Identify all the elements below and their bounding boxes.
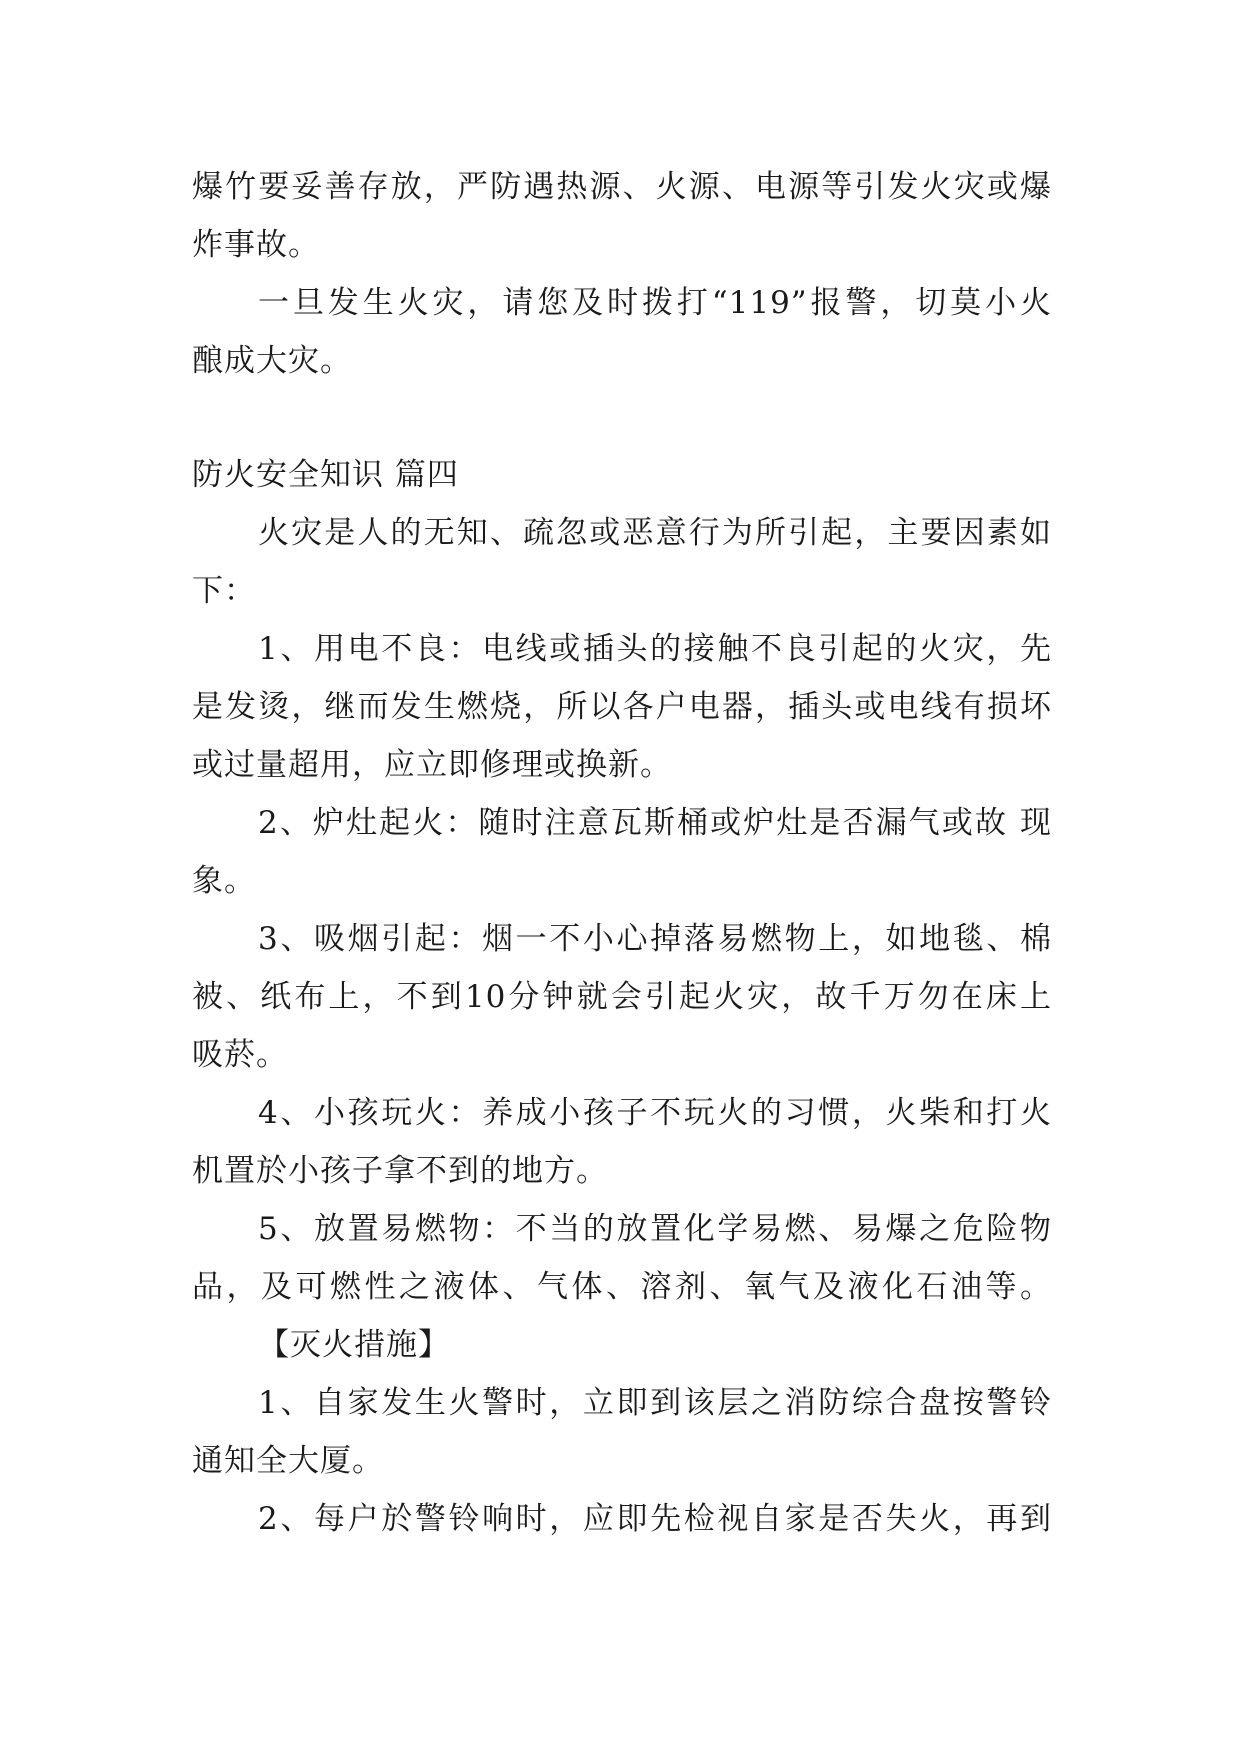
document-page — [192, 158, 1052, 1548]
list-item-line: 3、吸烟引起：烟一不小心掉落易燃物上，如地毯、棉 — [258, 921, 1052, 957]
list-item-line: 2、炉灶起火：随时注意瓦斯桶或炉灶是否漏气或故 现 — [258, 805, 1052, 841]
section-heading: 防火安全知识 篇四 — [192, 457, 459, 493]
subsection-heading: 【灭火措施】 — [258, 1327, 450, 1363]
list-item-line: 4、小孩玩火：养成小孩子不玩火的习惯，火柴和打火 — [258, 1095, 1052, 1131]
list-item-line: 1、自家发生火警时，立即到该层之消防综合盘按警铃 — [258, 1385, 1052, 1421]
paragraph-line: 火灾是人的无知、疏忽或恶意行为所引起，主要因素如 — [258, 515, 1052, 551]
paragraph-line: 下： — [192, 573, 256, 609]
blank-line — [192, 390, 1052, 446]
list-item-line: 机置於小孩子拿不到的地方。 — [192, 1153, 608, 1189]
list-item-line: 吸菸。 — [192, 1037, 288, 1073]
list-item-line: 品，及可燃性之液体、气体、溶剂、氧气及液化石油等。 — [192, 1269, 1052, 1305]
list-item-line: 2、每户於警铃响时，应即先检视自家是否失火，再到 — [258, 1501, 1052, 1537]
list-item-line: 通知全大厦。 — [192, 1443, 384, 1479]
list-item-line: 是发烫，继而发生燃烧，所以各户电器，插头或电线有损坏 — [192, 689, 1052, 725]
list-item-line: 5、放置易燃物：不当的放置化学易燃、易爆之危险物 — [258, 1211, 1052, 1247]
list-item-line: 1、用电不良：电线或插头的接触不良引起的火灾，先 — [258, 631, 1052, 667]
list-item-line: 象。 — [192, 863, 256, 899]
paragraph-line: 爆竹要妥善存放，严防遇热源、火源、电源等引发火灾或爆 — [192, 169, 1052, 205]
paragraph-line: 酿成大灾。 — [192, 343, 352, 379]
list-item-line: 或过量超用，应立即修理或换新。 — [192, 747, 672, 783]
paragraph-line: 一旦发生火灾，请您及时拨打“119”报警，切莫小火 — [258, 285, 1052, 321]
paragraph-line: 炸事故。 — [192, 227, 320, 263]
list-item-line: 被、纸布上，不到10分钟就会引起火灾，故千万勿在床上 — [192, 979, 1052, 1015]
